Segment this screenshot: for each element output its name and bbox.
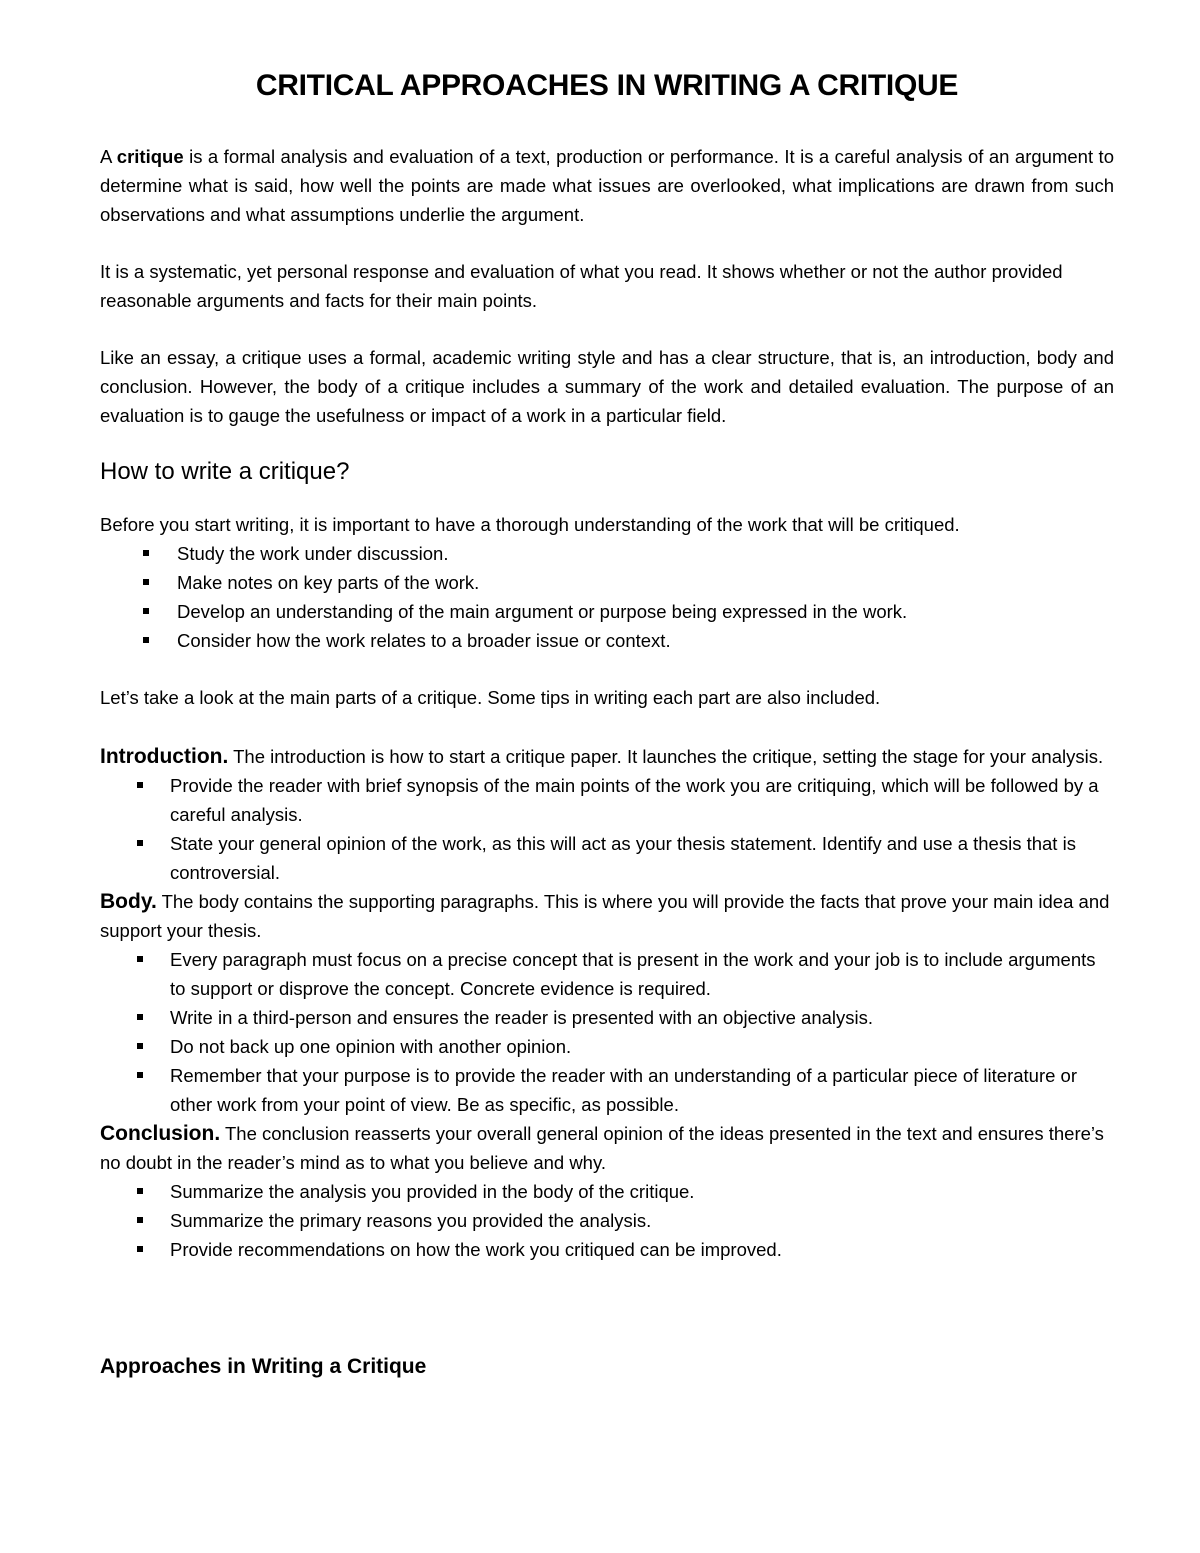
list-item: Study the work under discussion. [100,539,1114,568]
how-to-heading: How to write a critique? [100,458,350,485]
essay-paragraph: Like an essay, a critique uses a formal, academic writing style and has a clear structure, that is, an introduction, body and conclusion. However, the body of a critique includes a summary of the work and detailed evaluation. The purpose of an evaluation is to gauge the usefulness or impact of a work in a particular field. [100,347,1114,426]
list-item: Summarize the primary reasons you provided the analysis. [100,1206,1114,1235]
list-item: Remember that your purpose is to provide the reader with an understanding of a particular piece of literature or other work from your point of view. Be as specific, as possible. [100,1061,1114,1119]
list-item: Summarize the analysis you provided in the body of the critique. [100,1177,1114,1206]
document-content [100,66,1114,1382]
list-item: Provide the reader with brief synopsis of the main points of the work you are critiquing, which will be followed by a careful analysis. [100,771,1114,829]
bullet-icon [137,1043,143,1049]
before-paragraph: Before you start writing, it is important to have a thorough understanding of the work that will be critiqued. [100,514,960,535]
approaches-heading: Approaches in Writing a Critique [100,1355,427,1378]
list-item: Consider how the work relates to a broader issue or context. [100,626,1114,655]
intro-paragraph: A critique is a formal analysis and evaluation of a text, production or performance. It is a careful analysis of an argument to determine what is said, how well the points are made what issues are overlooked, what implications are drawn from such observations and what assumptions underlie the argument. [100,146,1114,225]
critique-keyword: critique [116,146,184,167]
conclusion-label: Conclusion. [100,1122,221,1145]
conclusion-list [100,1177,1114,1264]
bullet-icon [143,637,149,643]
parts-intro-paragraph: Let’s take a look at the main parts of a critique. Some tips in writing each part are also included. [100,687,881,708]
list-item: Every paragraph must focus on a precise concept that is present in the work and your job is to include arguments to support or disprove the concept. Concrete evidence is required. [100,945,1114,1003]
page-title: CRITICAL APPROACHES IN WRITING A CRITIQUE [255,69,959,102]
before-list [100,539,1114,655]
list-item: State your general opinion of the work, as this will act as your thesis statement. Identify and use a thesis that is controversial. [100,829,1114,887]
list-item: Provide recommendations on how the work you critiqued can be improved. [100,1235,1114,1264]
bullet-icon [137,1014,143,1020]
list-item: Write in a third-person and ensures the reader is presented with an objective analysis. [100,1003,1114,1032]
introduction-label: Introduction. [100,745,229,768]
list-item: Make notes on key parts of the work. [100,568,1114,597]
bullet-icon [143,608,149,614]
conclusion-paragraph: Conclusion. The conclusion reasserts your overall general opinion of the ideas presented in the text and ensures there’s no doubt in the reader’s mind as to what you believe and why. [100,1122,1104,1173]
bullet-icon [137,782,143,788]
bullet-icon [137,1188,143,1194]
body-list [100,945,1114,1119]
introduction-paragraph: Introduction. The introduction is how to start a critique paper. It launches the critique, setting the stage for your analysis. [100,745,1104,768]
bullet-icon [137,1072,143,1078]
bullet-icon [137,956,143,962]
bullet-icon [137,840,143,846]
bullet-icon [143,550,149,556]
bullet-icon [143,579,149,585]
bullet-icon [137,1217,143,1223]
body-paragraph: Body. The body contains the supporting paragraphs. This is where you will provide the facts that prove your main idea and support your thesis. [100,890,1110,941]
systematic-paragraph: It is a systematic, yet personal response and evaluation of what you read. It shows whether or not the author provided reasonable arguments and facts for their main points. [100,261,1063,311]
introduction-list [100,771,1114,887]
body-label: Body. [100,890,157,913]
list-item: Develop an understanding of the main argument or purpose being expressed in the work. [100,597,1114,626]
bullet-icon [137,1246,143,1252]
list-item: Do not back up one opinion with another opinion. [100,1032,1114,1061]
